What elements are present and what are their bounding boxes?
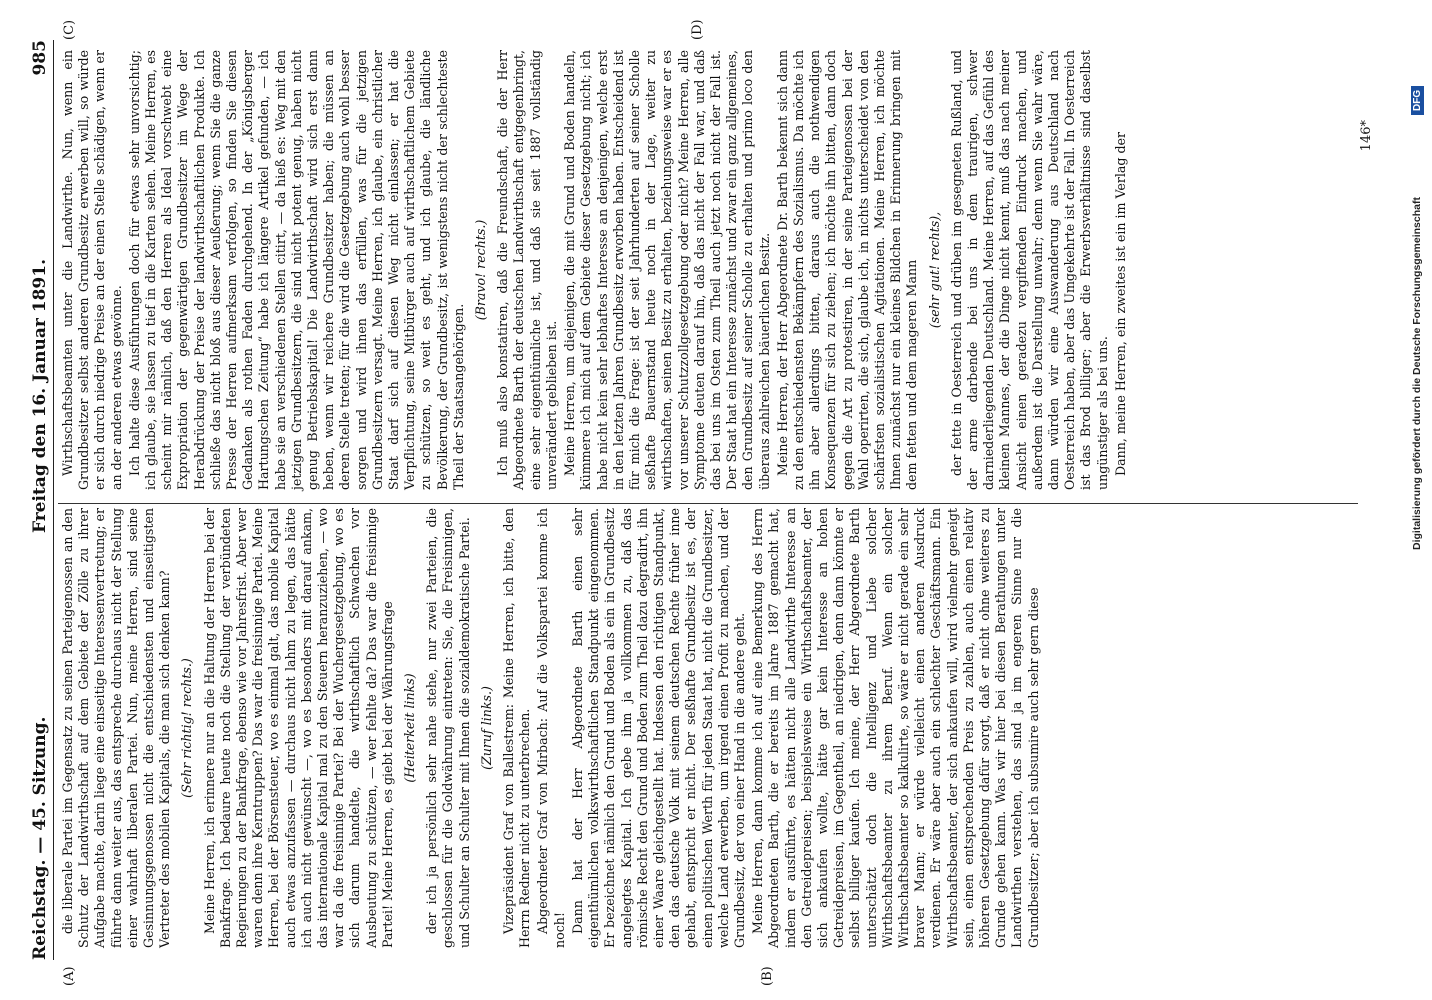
digitization-credit: Digitalisierung gefördert durch die Deutsche Forschungsgemeinschaft xyxy=(1411,197,1423,550)
paragraph: der fette in Oesterreich und drüben im gesegneten Rußland, und der arme darbende bei uns in dem traurigen, schwer darniederliegenden Deutschland. Meine Herren, auf das Gefühl des kleinen Mannes, der die Dinge nicht kennt, muß das nach meiner Ansicht einen geradezu vergiftenden Eindruck machen, und außerdem ist die Darstellung unwahr; denn wenn Sie wahr wäre, dann würden wir eine Auswanderung aus Deutschland nach Oesterreich haben, aber das Umgekehrte ist der Fall. In Oesterreich ist das Brod billiger; aber die Erwerbsverhältnisse sind daselbst ungünstiger als bei uns. xyxy=(948,50,1110,490)
margin-mark-c: (C) xyxy=(62,19,77,40)
interjection: (Zuruf links.) xyxy=(478,686,494,770)
digitization-sidebar xyxy=(1406,0,1428,1000)
left-column xyxy=(60,508,1044,948)
paragraph: Meine Herren, der Herr Abgeordnete Dr. Barth bekennt sich dann zu den entschiedensten Bekämpfern des Sozialismus. Da möchte ich ihn aber allerdings bitten, daraus auch die nothwendigen Konsequenzen für sich zu ziehen; ich möchte ihn bitten, dann doch gegen die Art zu protestiren, in der seine Parteigenossen bei der Wahl operirten, die sich, glaube ich, in nichts unterscheidet von den schärfsten sozialistischen Agitationen. Meine Herren, ich möchte Ihnen zunächst nur ein kleines Bildchen in Erinnerung bringen mit dem fetten und dem mageren Mann xyxy=(774,50,920,490)
paragraph: Ich muß also konstatiren, daß die Freundschaft, die der Herr Abgeordnete Barth der deutschen Landwirthschaft entgegenbringt, eine sehr eigenthümliche ist, und daß sie seit 1887 vollständig unverändert geblieben ist. xyxy=(495,50,559,490)
paragraph: Meine Herren, dann komme ich auf eine Bemerkung des Herrn Abgeordneten Barth, die er bereits im Jahre 1887 gemacht hat, indem er ausführte, es hätten nicht alle Landwirthe Interesse an den Getreidepreisen; beispielsweise ein Wirthschaftsbeamter, der sich ankaufen wollte, hätte gar kein Interesse an hohen Getreidepreisen, im Gegentheil, an niedrigen, denn dann könnte er selbst billiger kaufen. Ich meine, der Herr Abgeordnete Barth unterschätzt doch die Intelligenz und Liebe solcher Wirthschaftsbeamter zu ihrem Beruf. Wenn ein solcher Wirthschaftsbeamter so kalkulirte, so wäre er nicht gerade ein sehr braver Mann; er würde vielleicht einen anderen Ausdruck verdienen. Er wäre aber auch ein schlechter Geschäftsmann. Ein Wirthschaftsbeamter, der sich ankaufen will, wird vielmehr geneigt sein, einen entsprechenden Preis zu zahlen, auch einen relativ höheren Gesetzgebung dafür sorgt, daß er nicht ohne weiteres zu Grunde gehen kann. Was wir hier bei diesen Berathungen unter Landwirthen verstehen, das sind ja im engeren Sinne nur die Grundbesitzer; aber ich subsumire auch sehr gern diese xyxy=(750,508,1041,948)
dfg-logo: DFG xyxy=(1411,86,1424,115)
paragraph: die liberale Partei im Gegensatz zu seinen Parteigenossen an den Schutz der Landwirthschaft auf dem Gebiete der Zölle zu ihrer Aufgabe machte, darin liege eine einseitige Interessenvertretung; er führte dann weiter aus, das entspreche durchaus nicht der Stellung einer wahrhaft liberalen Partei. Nun, meine Herren, sind seine Gesinnungsgenossen nicht die entschiedensten und einseitigsten Vertreter des mobilen Kapitals, die man sich denken kann? xyxy=(60,508,173,948)
paragraph: Meine Herren, ich erinnere nur an die Haltung der Herren bei der Bankfrage. Ich bedaure heute noch die Stellung der verbündeten Regierungen zu der Bankfrage, ebenso wie vor Jahresfrist. Aber wer waren denn ihre Kerntruppen? Das war die freisinnige Partei. Meine Herren, bei der Börsensteuer, wo es einmal galt, das mobile Kapital auch etwas anzufassen — durchaus nicht lahm zu legen, das hätte ich auch nicht gewünscht —, wo es besonders mit darauf ankam, das internationale Kapital mal zu den Steuern heranzuziehen, — wo war da die freisinnige Partei? Bei der Wuchergesetzgebung, wo es sich darum handelte, die wirthschaftlich Schwachen vor Ausbeutung zu schützen, — wer fehlte da? Das war die freisinnige Partei! Meine Herren, es giebt bei der Währungsfrage xyxy=(201,508,395,948)
paragraph: Dann hat der Herr Abgeordnete Barth einen sehr eigenthümlichen volkswirthschaftlichen Standpunkt eingenommen. Er bezeichnet nämlich den Grund und Boden als ein in Grundbesitz angelegtes Kapital. Ich gebe ihm ja vollkommen zu, daß das römische Recht den Grund und Boden zum Theil dazu degradirt, ihn einer Waare gleichgestellt hat. Indessen den richtigen Standpunkt, den das deutsche Volk mit seinem deutschen Rechte früher inne gehabt, entspricht er nicht. Der seßhafte Grundbesitz ist es, der einen politischen Werth für jeden Staat hat, nicht die Grundbesitzer, welche Land erwerben, um irgend einen Profit zu machen, und der Grundbesitz, der von einer Hand in die andere geht. xyxy=(569,508,747,948)
margin-mark-a: (A) xyxy=(62,966,77,986)
margin-mark-b: (B) xyxy=(760,966,775,986)
interjection: (Bravo! rechts.) xyxy=(473,219,489,321)
interjection: (sehr gut! rechts), xyxy=(926,211,942,329)
header-date: Freitag den 16. Januar 1891. xyxy=(30,258,50,534)
column-divider xyxy=(58,503,1358,504)
paragraph: Wirthschaftsbeamten unter die Landwirthe. Nun, wenn ein Grundbesitzer selbst anderen Grundbesitz erwerben will, so würde er sich durch niedrige Preise an der einen Stelle schädigen, wenn er an der anderen etwas gewönne. xyxy=(60,50,124,490)
paragraph: Ich halte diese Ausführungen doch für etwas sehr unvorsichtig; ich glaube, sie lassen zu tief in die Karten sehen. Meine Herren, es scheint mir nämlich, daß den Herren als Ideal vorschwebt eine Expropriation der gegenwärtigen Grundbesitzer im Wege der Herabdrückung der Preise der landwirthschaftlichen Produkte. Ich schließe das nicht bloß aus dieser Aeußerung; wenn Sie die ganze Presse der Herren aufmerksam verfolgen, so finden Sie diesen Gedanken als rothen Faden durchgehend. In der „Königsberger Hartungschen Zeitung“ habe ich längere Artikel gefunden, — ich habe sie an verschiedenen Stellen citirt, — da hieß es: Weg mit den jetzigen Grundbesitzern, die sind nicht potent genug, haben nicht genug Betriebskapital! Die Landwirthschaft wird sich erst dann heben, wenn wir reichere Grundbesitzer haben; die müssen an deren Stelle treten; für die wird die Gesetzgebung auch wohl besser sorgen und wird ihnen das erfüllen, was für die jetzigen Grundbesitzern versagt. Meine Herren, ich glaube, ein christlicher Staat darf sich auf diesen Weg nicht einlassen; er hat die Verpflichtung, seine Mitbürger auch auf wirthschaftlichem Gebiete zu schützen, so weit es geht, und ich glaube, die ländliche Bevölkerung, der Grundbesitz, ist wenigstens nicht der schlechteste Theil der Staatsangehörigen. xyxy=(126,50,466,490)
page-signature: 146* xyxy=(1359,120,1374,152)
interjection: (Heiterkeit links) xyxy=(402,673,418,783)
interjection: (Sehr richtig! rechts.) xyxy=(179,658,195,798)
header-left: Reichstag. — 45. Sitzung. xyxy=(30,716,50,960)
page-header xyxy=(18,40,54,960)
paragraph: Meine Herren, um diejenigen, die mit Grund und Boden handeln, kümmere ich mich auf dem Gebiete dieser Gesetzgebung nicht; ich habe nicht kein sehr lebhaftes Interesse an denjenigen, welche erst in den letzten Jahren Grundbesitz erworben haben. Entscheidend ist für mich die Frage: ist der seit Jahrhunderten auf seiner Scholle seßhafte Bauernstand heute noch in der Lage, weiter zu wirthschaften, seinen Besitz zu erhalten, beziehungsweise war er es vor unserer Schutzzollgesetzgebung oder nicht? Meine Herren, alle Symptome deuten darauf hin, daß das nicht der Fall war, und daß das bei uns im Osten zum Theil auch jetzt noch nicht der Fall ist. Der Staat hat ein Interesse zunächst und zwar ein ganz allgemeines, den Grundbesitz auf seiner Scholle zu erhalten und primo loco den überaus zahlreichen bäuerlichen Besitz. xyxy=(562,50,772,490)
paragraph: der ich ja persönlich sehr nahe stehe, nur zwei Parteien, die geschlossen für die Goldwährung eintreten: Sie, die Freisinnigen, und Schulter an Schulter mit Ihnen die sozialdemokratische Partei. xyxy=(424,508,472,948)
right-column xyxy=(60,50,1131,490)
margin-mark-d: (D) xyxy=(690,19,705,40)
page-number: 985 xyxy=(30,40,50,76)
paragraph: Vizepräsident Graf von Ballestrem: Meine Herren, ich bitte, den Herrn Redner nicht zu unterbrechen. xyxy=(501,508,533,948)
paragraph: Dann, meine Herren, ein zweites ist ein im Verlag der xyxy=(1112,131,1128,476)
paragraph: Abgeordneter Graf von Mirbach: Auf die Volkspartei komme ich noch! xyxy=(535,508,567,948)
